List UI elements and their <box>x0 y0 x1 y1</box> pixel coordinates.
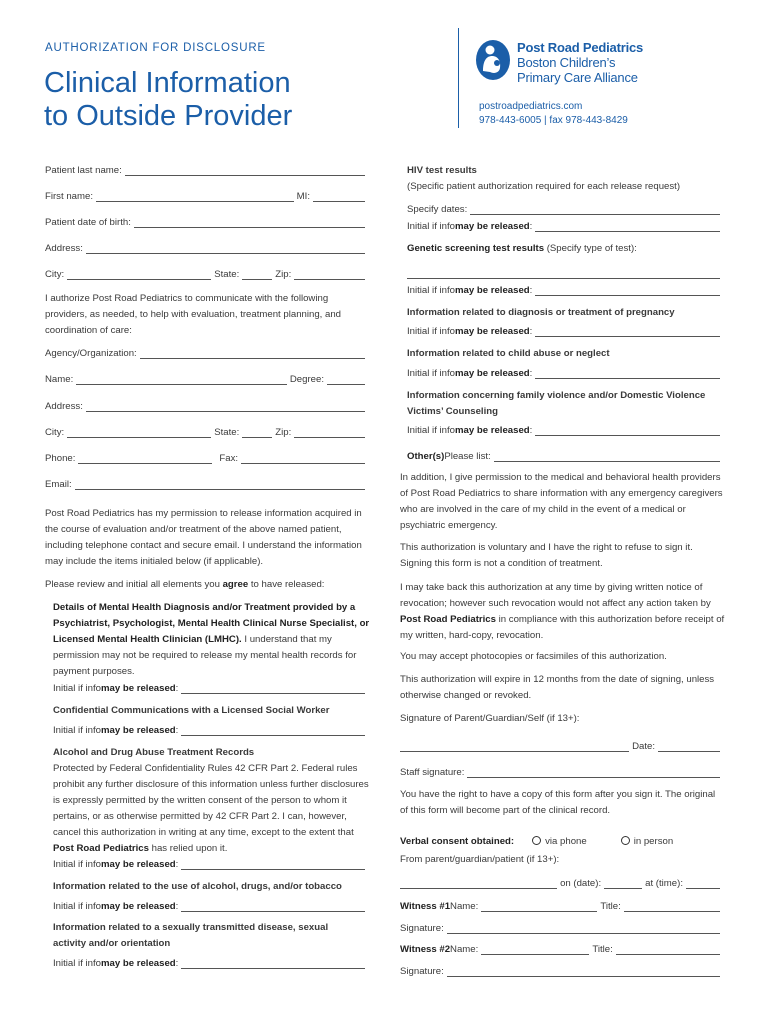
family-logo-icon <box>474 38 512 82</box>
state-label: State: <box>214 269 240 280</box>
parent-signature-label: Signature of Parent/Guardian/Self (if 13+): <box>400 713 580 724</box>
copy-rights-statement: You have the right to have a copy of this form after you sign it. The original of this form will become part of the clinical record. <box>400 789 716 816</box>
provider-city-label: City: <box>45 427 65 438</box>
page-title-line2: to Outside Provider <box>44 100 293 132</box>
witness2-title-label: Title: <box>592 944 613 955</box>
hiv-title: HIV test results <box>407 165 477 176</box>
provider-name-field[interactable] <box>45 371 368 385</box>
hiv-subtitle: (Specific patient authorization required for each release request) <box>407 181 681 192</box>
verbal-consent-name-date-time-field[interactable] <box>400 875 723 889</box>
provider-city-state-zip-field[interactable] <box>45 424 368 438</box>
provider-zip-label: Zip: <box>275 427 292 438</box>
alcohol-drug-body: Protected by Federal Confidentiality Rules 42 CFR Part 2. Federal rules prohibit any further disclosure of this information unless further disclosures is expressly permitted by the written consent of the person to whom it pertains, or as otherwise permitted by 42 CFR Part 2. I can, however, cancel this authorization in writing at any time, except to the extent that Post Road Pediatrics has relied upon it. <box>53 763 369 854</box>
witness1-signature-field[interactable]: Signature: <box>400 920 723 934</box>
patient-address-field[interactable] <box>45 240 368 254</box>
zip-label: Zip: <box>275 269 292 280</box>
patient-city-state-zip-field[interactable] <box>45 266 368 280</box>
radio-icon[interactable] <box>532 836 541 845</box>
page-title-line1: Clinical Information <box>44 67 291 99</box>
genetic-type-field[interactable] <box>407 265 723 279</box>
provider-phone-fax-field[interactable] <box>45 450 368 464</box>
provider-state-label: State: <box>214 427 240 438</box>
specify-dates-label: Specify dates: <box>407 204 468 215</box>
org-name-line2: Boston Children’s <box>517 55 616 70</box>
dob-label: Patient date of birth: <box>45 217 131 228</box>
degree-label: Degree: <box>289 374 324 385</box>
provider-name-label: Name: <box>45 374 74 385</box>
phone-fax: 978-443-6005 | fax 978-443-8429 <box>479 115 628 126</box>
pregnancy-initial-field[interactable]: Initial if info may be released : <box>407 323 723 337</box>
verbal-consent-row <box>400 833 725 847</box>
witness2-field[interactable]: Witness #2 Name: Title: <box>400 941 723 955</box>
witness1-title-label: Title: <box>600 901 621 912</box>
emergency-sharing-statement: In addition, I give permission to the medical and behavioral health providers of Post Road Pediatrics to share information with any emergency caregivers who are involved in the care of my child in the event of a medical or psychiatric emergency. <box>400 472 723 531</box>
organization-logo <box>474 38 512 82</box>
social-worker-title: Confidential Communications with a Licensed Social Worker <box>53 705 330 716</box>
in-person-option[interactable]: in person <box>621 836 673 847</box>
staff-signature-field[interactable] <box>400 764 723 778</box>
org-name-line1: Post Road Pediatrics <box>517 40 644 55</box>
family-violence-title: Information concerning family violence and/or Domestic Violence Victims’ Counseling <box>407 390 706 417</box>
org-name-line3: Primary Care Alliance <box>517 70 638 85</box>
address-label: Address: <box>45 243 83 254</box>
mental-health-body: I understand that my permission may not be required to release my mental health records for payment purposes. <box>53 634 357 677</box>
patient-first-name-field[interactable] <box>45 188 368 202</box>
genetic-initial-field[interactable]: Initial if info may be released : <box>407 282 723 296</box>
witness1-field[interactable]: Witness #1 Name: Title: <box>400 898 723 912</box>
patient-last-name-label: Patient last name: <box>45 165 122 176</box>
hiv-initial-field[interactable]: Initial if info may be released : <box>407 218 723 232</box>
mental-health-title: Details of Mental Health Diagnosis and/or Treatment provided by a Psychiatrist, Psychologist, Mental Health Clinical Nurse Specialist, or Licensed Mental Health Clinician (LMHC). <box>53 602 370 645</box>
form-kicker: AUTHORIZATION FOR DISCLOSURE <box>45 42 266 54</box>
child-abuse-title: Information related to child abuse or neglect <box>407 348 610 359</box>
alcohol-use-initial-field[interactable]: Initial if info may be released : <box>53 898 368 912</box>
email-label: Email: <box>45 479 72 490</box>
expiration-statement: This authorization will expire in 12 months from the date of signing, unless otherwise changed or revoked. <box>400 674 715 701</box>
signature-date-label: Date: <box>632 741 655 752</box>
alcohol-drug-title: Alcohol and Drug Abuse Treatment Records <box>53 747 255 758</box>
authorize-statement: I authorize Post Road Pediatrics to communicate with the following providers, as needed, to help with evaluation, treatment planning, and coordination of care: <box>45 293 342 336</box>
hiv-specify-dates-field[interactable] <box>407 201 723 215</box>
witness2-signature-field[interactable]: Signature: <box>400 963 723 977</box>
fax-label: Fax: <box>219 453 239 464</box>
alcohol-drug-initial-field[interactable]: Initial if info may be released : <box>53 856 368 870</box>
patient-dob-field[interactable] <box>45 214 368 228</box>
genetic-title: Genetic screening test results (Specify type of test): <box>407 243 637 254</box>
others-field[interactable]: Other(s) Please list: <box>407 448 723 462</box>
on-date-label: on (date): <box>560 878 602 889</box>
verbal-from-label: From parent/guardian/patient (if 13+): <box>400 854 560 865</box>
std-title: Information related to a sexually transmitted disease, sexual activity and/or orientation <box>53 922 329 949</box>
mi-label: MI: <box>296 191 310 202</box>
revocation-statement: I may take back this authorization at any time by giving written notice of revocation; however such revocation would not affect any action taken by Post Road Pediatrics in compliance with this authorization before receipt of my written, hard-copy, revocation. <box>400 582 725 641</box>
permission-statement: Post Road Pediatrics has my permission to release information acquired in the course of evaluation and/or treatment of the above named patient, including telephone contact and secure email. I understand the information may include the items initialed below (if applicable). <box>45 508 362 567</box>
mental-health-section <box>53 600 371 680</box>
parent-signature-field[interactable] <box>400 738 723 752</box>
agency-label: Agency/Organization: <box>45 348 137 359</box>
header-divider <box>458 28 459 128</box>
verbal-consent-label: Verbal consent obtained: <box>400 836 515 847</box>
first-name-label: First name: <box>45 191 93 202</box>
mental-health-initial-field[interactable]: Initial if info may be released : <box>53 680 368 694</box>
provider-email-field[interactable] <box>45 476 368 490</box>
staff-signature-label: Staff signature: <box>400 767 465 778</box>
std-initial-field[interactable]: Initial if info may be released : <box>53 955 368 969</box>
via-phone-option[interactable]: via phone <box>532 836 587 847</box>
phone-label: Phone: <box>45 453 76 464</box>
photocopy-statement: You may accept photocopies or facsimiles of this authorization. <box>400 651 667 662</box>
agency-field[interactable] <box>45 345 368 359</box>
patient-last-name-field[interactable] <box>45 162 368 176</box>
provider-address-field[interactable] <box>45 398 368 412</box>
at-time-label: at (time): <box>645 878 683 889</box>
provider-address-label: Address: <box>45 401 83 412</box>
family-violence-initial-field[interactable]: Initial if info may be released : <box>407 422 723 436</box>
website-link[interactable]: postroadpediatrics.com <box>479 101 583 112</box>
child-abuse-initial-field[interactable]: Initial if info may be released : <box>407 365 723 379</box>
voluntary-statement: This authorization is voluntary and I have the right to refuse to sign it. Signing this form is not a condition of treatment. <box>400 542 693 569</box>
city-label: City: <box>45 269 65 280</box>
pregnancy-title: Information related to diagnosis or treatment of pregnancy <box>407 307 675 318</box>
radio-icon[interactable] <box>621 836 630 845</box>
alcohol-use-title: Information related to the use of alcohol, drugs, and/or tobacco <box>53 881 342 892</box>
review-instruction: Please review and initial all elements you agree to have released: <box>45 579 325 590</box>
social-worker-initial-field[interactable]: Initial if info may be released : <box>53 722 368 736</box>
